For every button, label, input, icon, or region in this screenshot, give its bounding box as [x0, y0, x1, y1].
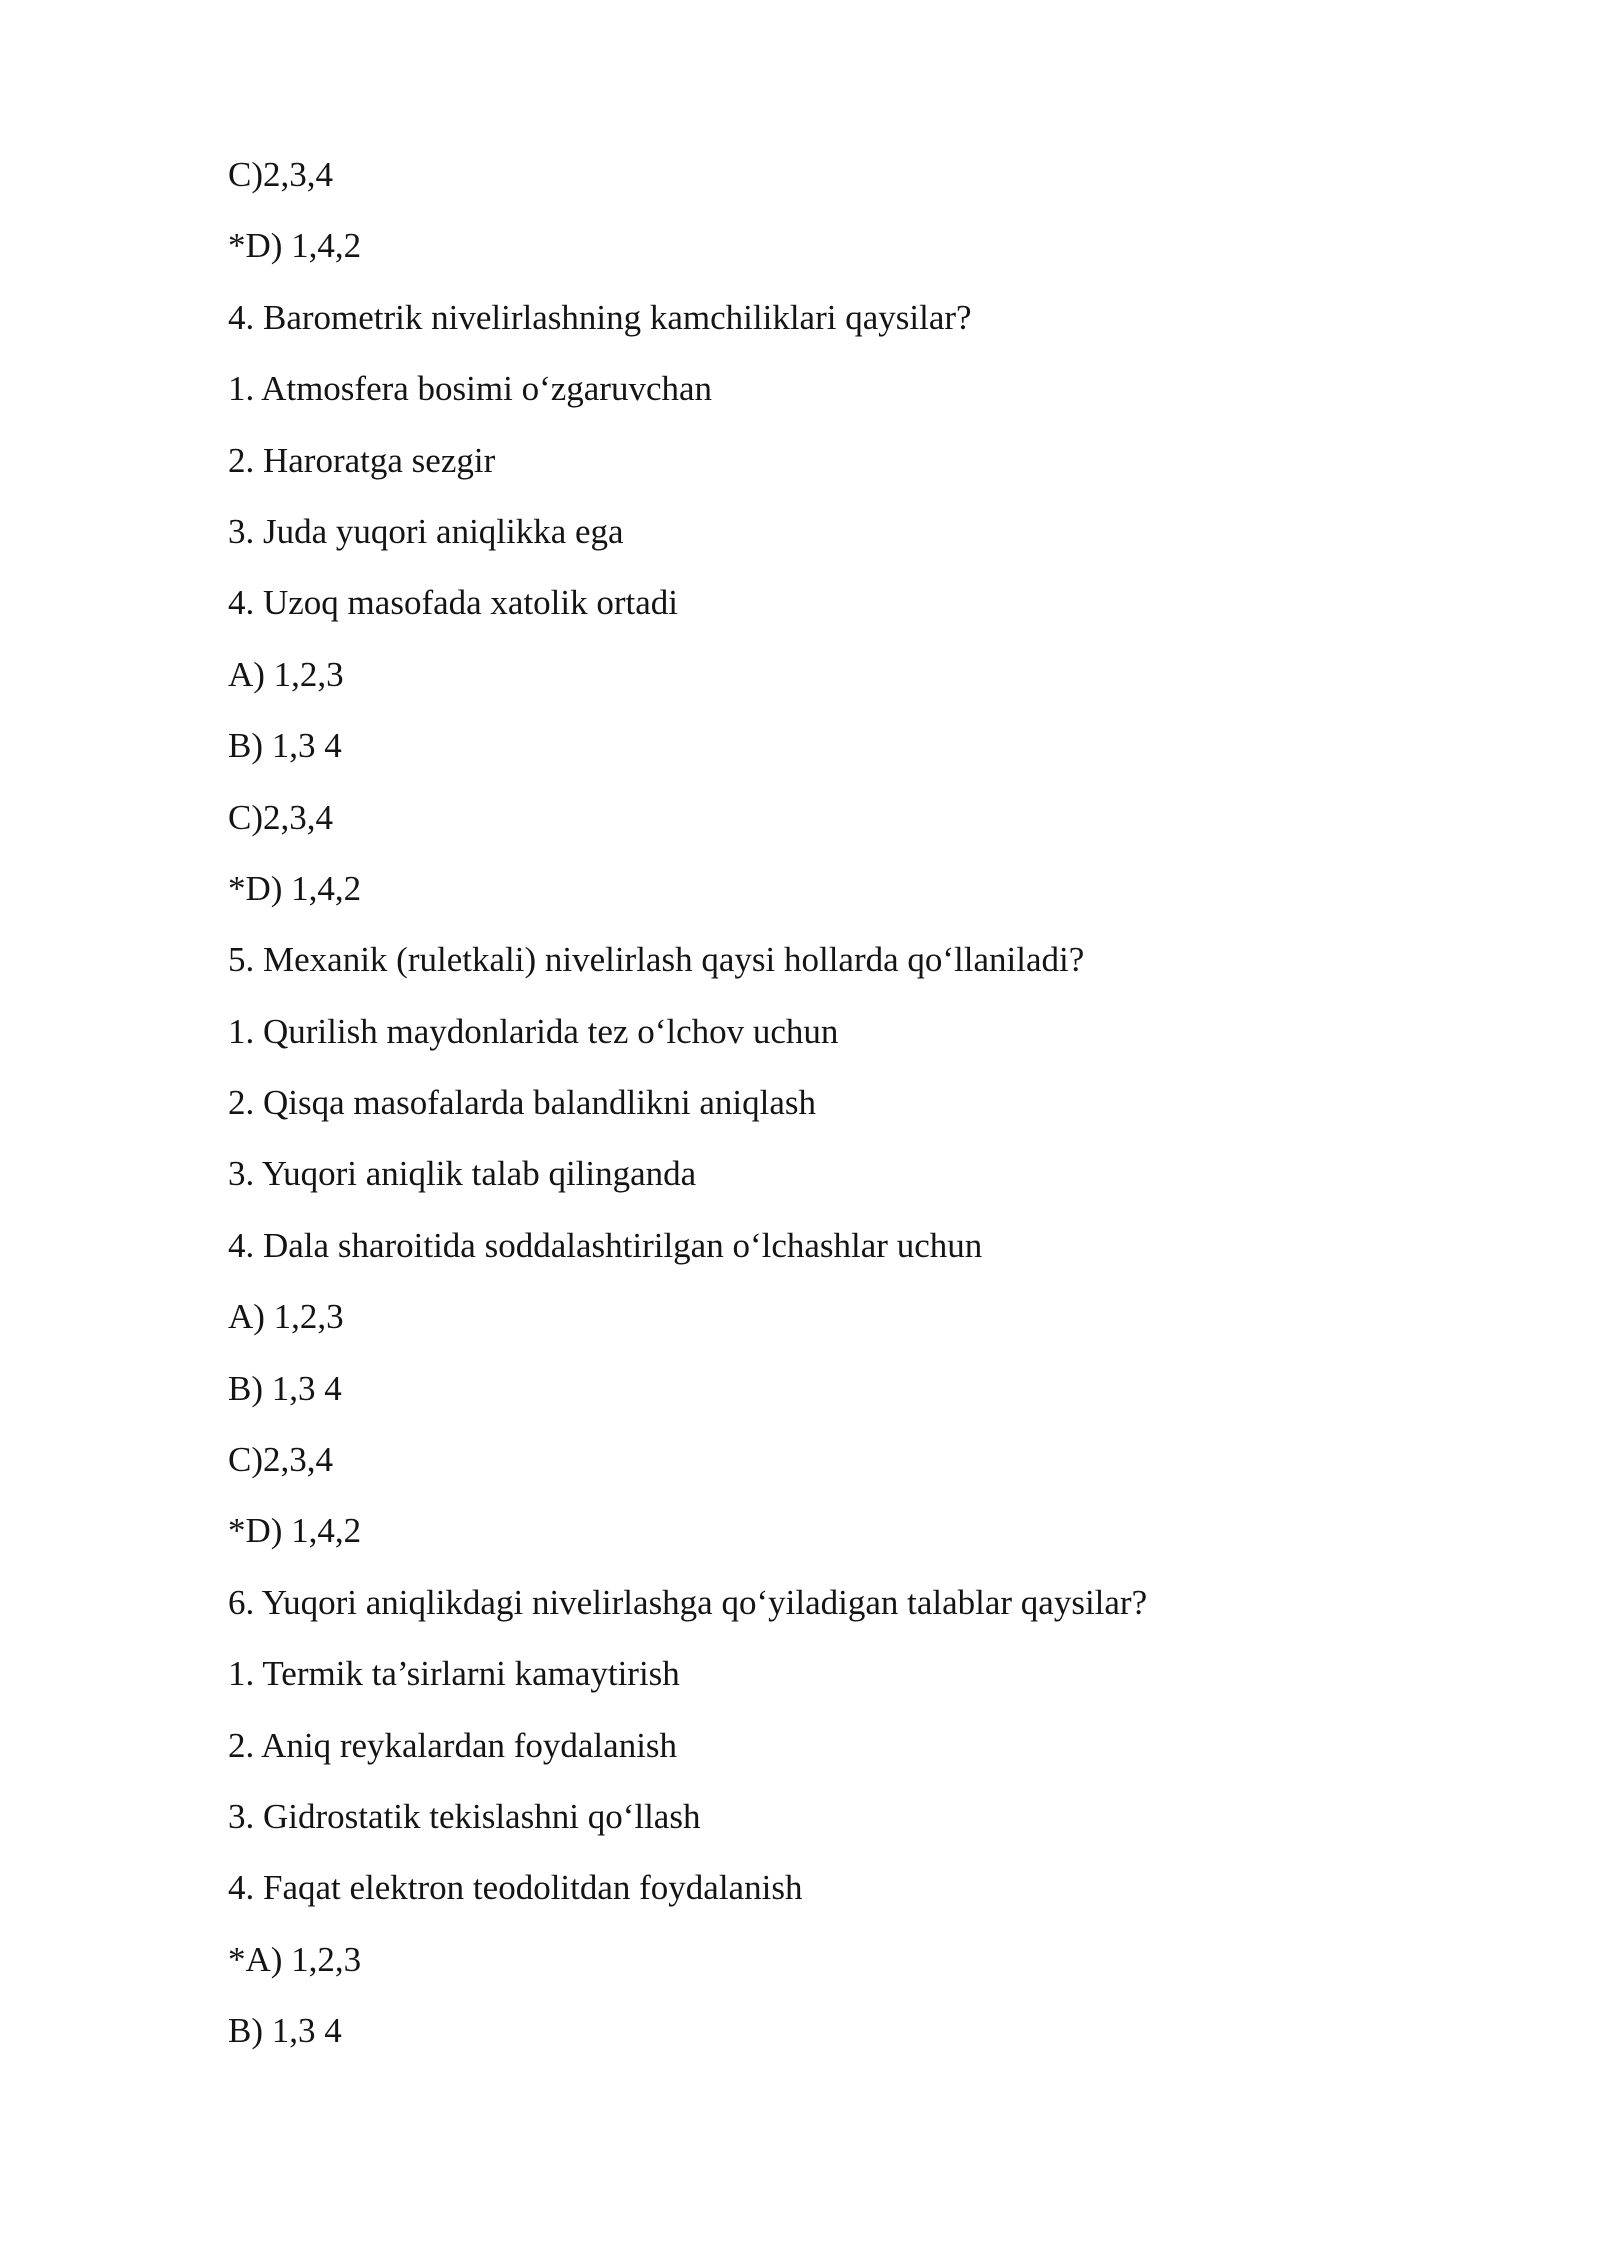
statement-3: 3. Gidrostatik tekislashni qo‘llash	[228, 1796, 701, 1836]
statement-2: 2. Qisqa masofalarda balandlikni aniqlash	[228, 1083, 817, 1123]
answer-option-d-correct: *D) 1,4,2	[228, 868, 362, 908]
answer-option-b: B) 1,3 4	[228, 2011, 342, 2051]
answer-option-d-correct: *D) 1,4,2	[228, 226, 362, 266]
answer-option-b: B) 1,3 4	[228, 726, 342, 766]
answer-option-c: C)2,3,4	[228, 1440, 333, 1480]
statement-4: 4. Faqat elektron teodolitdan foydalanish	[228, 1868, 803, 1908]
answer-option-c: C)2,3,4	[228, 797, 333, 837]
statement-1: 1. Termik ta’sirlarni kamaytirish	[228, 1654, 680, 1694]
statement-2: 2. Haroratga sezgir	[228, 440, 496, 480]
answer-option-a: A) 1,2,3	[228, 654, 344, 694]
statement-4: 4. Dala sharoitida soddalashtirilgan o‘lchashlar uchun	[228, 1225, 983, 1265]
answer-option-c: C)2,3,4	[228, 155, 333, 194]
answer-option-a: A) 1,2,3	[228, 1297, 344, 1337]
statement-1: 1. Atmosfera bosimi o‘zgaruvchan	[228, 369, 713, 409]
question-6: 6. Yuqori aniqlikdagi nivelirlashga qo‘yiladigan talablar qaysilar?	[228, 1582, 1148, 1622]
question-4: 4. Barometrik nivelirlashning kamchiliklari qaysilar?	[228, 297, 972, 337]
question-5: 5. Mexanik (ruletkali) nivelirlash qaysi hollarda qo‘llaniladi?	[228, 940, 1085, 980]
answer-option-d-correct: *D) 1,4,2	[228, 1511, 362, 1551]
statement-2: 2. Aniq reykalardan foydalanish	[228, 1725, 678, 1765]
statement-1: 1. Qurilish maydonlarida tez o‘lchov uchun	[228, 1011, 839, 1051]
statement-3: 3. Yuqori aniqlik talab qilinganda	[228, 1154, 697, 1194]
answer-option-b: B) 1,3 4	[228, 1368, 342, 1408]
document-body	[228, 150, 1468, 2078]
statement-3: 3. Juda yuqori aniqlikka ega	[228, 511, 624, 551]
answer-option-a-correct: *A) 1,2,3	[228, 1939, 362, 1979]
statement-4: 4. Uzoq masofada xatolik ortadi	[228, 583, 679, 623]
